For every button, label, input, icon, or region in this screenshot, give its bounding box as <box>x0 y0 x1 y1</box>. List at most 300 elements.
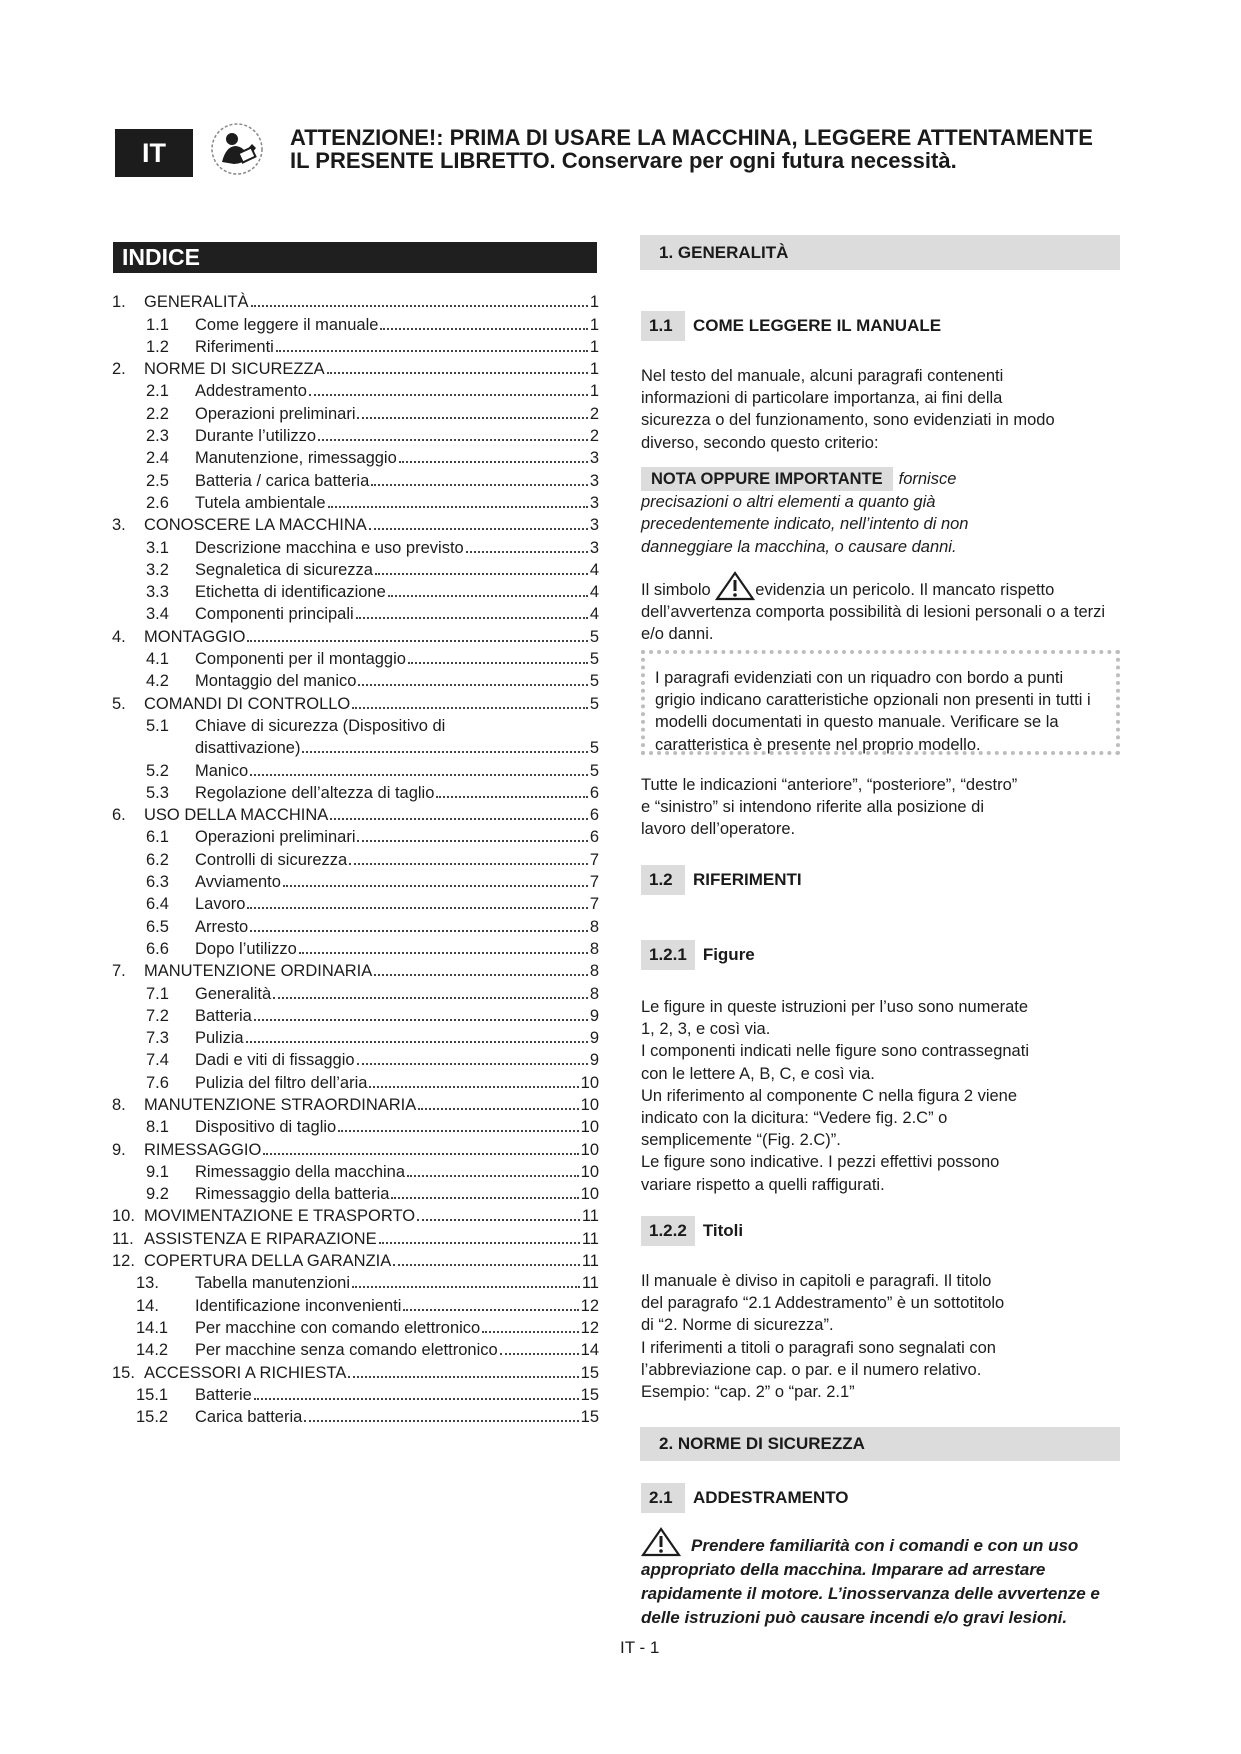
toc-entry-page: 14 <box>580 1341 599 1360</box>
toc-entry-number: 1.1 <box>146 315 169 334</box>
toc-entry-number: 5.1 <box>146 716 169 735</box>
toc-entry[interactable] <box>112 290 599 312</box>
nota-label: NOTA OPPURE IMPORTANTE <box>641 467 893 491</box>
toc-entry[interactable] <box>112 781 599 803</box>
toc-leader-dots <box>349 863 588 865</box>
toc-entry[interactable] <box>112 513 599 535</box>
toc-entry-number: 4. <box>112 627 126 646</box>
toc-leader-dots <box>246 1041 588 1043</box>
toc-entry-page: 12 <box>580 1318 599 1337</box>
toc-entry-number: 7.2 <box>146 1006 169 1025</box>
toc-entry[interactable] <box>112 401 599 423</box>
toc-entry-label: MANUTENZIONE STRAORDINARIA <box>144 1095 417 1114</box>
toc-entry-number: 14. <box>136 1296 159 1315</box>
toc-entry[interactable] <box>112 1160 599 1182</box>
directions-text: Tutte le indicazioni “anteriore”, “posteriore”, “destro” e “sinistro” si intendono riferite alla posizione di lavoro dell’operatore. <box>641 776 1018 839</box>
toc-entry-label: Componenti principali <box>195 605 354 624</box>
toc-entry-page: 8 <box>589 939 599 958</box>
toc-entry-number: 7. <box>112 962 126 981</box>
toc-entry-number: 7.3 <box>146 1029 169 1048</box>
figure-text-c: Un riferimento al componente C nella figura 2 viene indicato con la dicitura: “Vedere fig. 2.C” o semplicemente “(Fig. 2.C)”. <box>641 1086 1018 1150</box>
toc-entry-number: 9. <box>112 1140 126 1159</box>
toc-entry[interactable] <box>112 1093 599 1115</box>
toc-leader-dots <box>369 1086 578 1088</box>
figure-text-b: I componenti indicati nelle figure sono contrassegnati con le lettere A, B, C, e così via. <box>641 1042 1029 1083</box>
toc-entry-page: 3 <box>589 538 599 557</box>
toc-entry-number: 7.6 <box>146 1073 169 1092</box>
toc-entry-label: COMANDI DI CONTROLLO <box>144 694 351 713</box>
toc-entry-page: 3 <box>589 493 599 512</box>
toc-entry-label: disattivazione) <box>195 739 301 758</box>
toc-entry-page: 6 <box>589 828 599 847</box>
toc-entry[interactable] <box>112 1405 599 1427</box>
toc-entry-page: 2 <box>589 404 599 423</box>
toc-leader-dots <box>357 1063 588 1065</box>
toc-entry-number: 14.2 <box>136 1341 169 1360</box>
toc-entry-label: Per macchine senza comando elettronico <box>195 1341 498 1360</box>
toc-entry-page: 5 <box>589 761 599 780</box>
toc-entry-number: 8.1 <box>146 1118 169 1137</box>
section-2-1-header <box>641 1483 849 1513</box>
section-1-1-title: COME LEGGERE IL MANUALE <box>693 316 942 335</box>
toc-entry[interactable] <box>112 468 599 490</box>
toc-entry[interactable] <box>112 1026 599 1048</box>
toc-entry[interactable] <box>112 691 599 713</box>
section-2-1-title: ADDESTRAMENTO <box>693 1488 849 1507</box>
toc-leader-dots <box>375 573 588 575</box>
toc-entry-number: 6.1 <box>146 828 169 847</box>
toc-entry-page: 10 <box>580 1118 599 1137</box>
figure-paragraph <box>641 996 1041 1196</box>
toc-entry[interactable] <box>112 1338 599 1360</box>
toc-entry-number: 3.4 <box>146 605 169 624</box>
toc-entry[interactable] <box>112 1293 599 1315</box>
toc-entry[interactable] <box>112 602 599 624</box>
toc-entry-page: 4 <box>589 583 599 602</box>
toc-entry-label: Tutela ambientale <box>195 493 326 512</box>
toc-entry-page: 8 <box>589 962 599 981</box>
toc-entry-page: 5 <box>589 739 599 758</box>
toc-leader-dots <box>418 1108 578 1110</box>
section-2-header: 2. NORME DI SICUREZZA <box>640 1427 1120 1461</box>
toc-entry[interactable] <box>112 1004 599 1026</box>
toc-entry[interactable] <box>112 803 599 825</box>
toc-entry-number: 2.4 <box>146 449 169 468</box>
toc-entry-page: 7 <box>589 895 599 914</box>
toc-entry[interactable] <box>112 1115 599 1137</box>
toc-leader-dots <box>254 1019 588 1021</box>
toc-entry[interactable] <box>112 647 599 669</box>
manual-intro-text: Nel testo del manuale, alcuni paragrafi contenenti informazioni di particolare importanza, ai fini della sicurezza o del funzionamento, sono evidenziati in modo diverso, secondo questo criterio: <box>641 367 1055 452</box>
toc-entry-page: 9 <box>589 1029 599 1048</box>
toc-leader-dots <box>348 1376 578 1378</box>
toc-entry-label: GENERALITÀ <box>144 293 249 312</box>
toc-leader-dots <box>283 885 588 887</box>
toc-leader-dots <box>357 417 587 419</box>
toc-entry-page: 1 <box>589 382 599 401</box>
toc-entry-page: 9 <box>589 1006 599 1025</box>
toc-entry-page: 5 <box>589 672 599 691</box>
toc-entry-number: 3.3 <box>146 583 169 602</box>
toc-entry-page: 8 <box>589 984 599 1003</box>
toc-entry[interactable] <box>112 914 599 936</box>
page-number: IT - 1 <box>620 1638 660 1657</box>
section-1-header: 1. GENERALITÀ <box>640 235 1120 270</box>
toc-entry-page: 5 <box>589 694 599 713</box>
toc-entry-page: 15 <box>580 1408 599 1427</box>
toc-entry-number: 1.2 <box>146 337 169 356</box>
toc-entry[interactable] <box>112 959 599 981</box>
section-1-1-number: 1.1 <box>641 311 685 341</box>
toc-entry-page: 11 <box>581 1229 599 1248</box>
titoli-paragraph <box>641 1270 1016 1403</box>
toc-entry-label: COPERTURA DELLA GARANZIA <box>144 1252 392 1271</box>
toc-entry-label: Dadi e viti di fissaggio <box>195 1051 355 1070</box>
toc-entry-label: Etichetta di identificazione <box>195 583 386 602</box>
toc-leader-dots <box>302 751 587 753</box>
hazard-symbol-paragraph <box>641 571 1111 646</box>
toc-leader-dots <box>369 528 588 530</box>
toc-entry-label: ASSISTENZA E RIPARAZIONE <box>144 1229 377 1248</box>
toc-entry-page: 12 <box>580 1296 599 1315</box>
toc-entry-label: Segnaletica di sicurezza <box>195 560 373 579</box>
language-badge: IT <box>115 129 193 177</box>
index-title: INDICE <box>113 242 597 273</box>
toc-entry[interactable] <box>112 1360 599 1382</box>
toc-entry-label: Manutenzione, rimessaggio <box>195 449 397 468</box>
toc-entry-number: 2.3 <box>146 427 169 446</box>
toc-entry[interactable] <box>112 558 599 580</box>
toc-entry-page: 3 <box>589 516 599 535</box>
toc-entry-label: Operazioni preliminari <box>195 828 356 847</box>
toc-leader-dots <box>352 707 588 709</box>
warning-line-2: IL PRESENTE LIBRETTO. Conservare per ogni futura necessità. <box>290 148 957 173</box>
titoli-text-b: I riferimenti a titoli o paragrafi sono segnalati con l’abbreviazione cap. o par. e il numero relativo. Esempio: “cap. 2” o “par. 2.1” <box>641 1338 996 1402</box>
toc-entry-label: MOVIMENTAZIONE E TRASPORTO <box>144 1207 416 1226</box>
toc-entry-label: MONTAGGIO <box>144 627 246 646</box>
toc-entry-number: 2.5 <box>146 471 169 490</box>
toc-entry-label: Batterie <box>195 1385 252 1404</box>
toc-entry-page: 1 <box>589 360 599 379</box>
toc-entry[interactable] <box>112 1316 599 1338</box>
toc-leader-dots <box>356 617 588 619</box>
toc-entry-page: 7 <box>589 873 599 892</box>
toc-entry-page: 3 <box>589 471 599 490</box>
toc-entry-label: Dopo l’utilizzo <box>195 939 297 958</box>
toc-entry[interactable] <box>112 1226 599 1248</box>
figure-text-d: Le figure sono indicative. I pezzi effettivi possono variare rispetto a quelli raffigurati. <box>641 1153 1000 1194</box>
toc-entry[interactable] <box>112 379 599 401</box>
toc-entry-label: CONOSCERE LA MACCHINA <box>144 516 367 535</box>
toc-entry-number: 6. <box>112 806 126 825</box>
toc-leader-dots <box>352 1286 580 1288</box>
toc-entry-label: Per macchine con comando elettronico <box>195 1318 481 1337</box>
toc-entry-label: Pulizia <box>195 1029 244 1048</box>
toc-entry[interactable] <box>112 870 599 892</box>
toc-entry[interactable] <box>112 580 599 602</box>
toc-entry-label: Come leggere il manuale <box>195 315 379 334</box>
toc-entry[interactable] <box>112 825 599 847</box>
section-1-2-1-title: Figure <box>702 945 755 964</box>
toc-entry[interactable] <box>112 1182 599 1204</box>
toc-entry[interactable] <box>112 937 599 959</box>
toc-entry-number: 6.4 <box>146 895 169 914</box>
toc-entry[interactable] <box>112 714 599 736</box>
toc-leader-dots <box>403 1309 578 1311</box>
toc-entry-number: 12. <box>112 1252 135 1271</box>
toc-entry-label: Rimessaggio della batteria <box>195 1185 390 1204</box>
section-2-1-number: 2.1 <box>641 1483 685 1513</box>
warning-heading <box>290 126 1150 172</box>
toc-leader-dots <box>371 484 588 486</box>
toc-leader-dots <box>399 461 588 463</box>
toc-entry-page: 5 <box>589 627 599 646</box>
toc-entry-number: 11. <box>112 1229 134 1248</box>
toc-leader-dots <box>388 595 588 597</box>
toc-leader-dots <box>304 1420 578 1422</box>
toc-leader-dots <box>328 506 588 508</box>
toc-entry-number: 1. <box>112 293 126 312</box>
toc-entry-label: Manico <box>195 761 249 780</box>
toc-entry-number: 5.2 <box>146 761 169 780</box>
toc-entry-page: 1 <box>589 337 599 356</box>
toc-entry-number: 2.6 <box>146 493 169 512</box>
read-manual-icon <box>210 122 264 176</box>
toc-leader-dots <box>338 1130 578 1132</box>
toc-leader-dots <box>358 684 587 686</box>
manual-intro-paragraph <box>641 365 1061 454</box>
directions-paragraph <box>641 774 1021 841</box>
toc-entry-number: 6.2 <box>146 850 169 869</box>
toc-entry-number: 7.1 <box>146 984 169 1003</box>
toc-entry-label: NORME DI SICUREZZA <box>144 360 325 379</box>
toc-entry[interactable] <box>112 1383 599 1405</box>
toc-entry[interactable] <box>112 981 599 1003</box>
toc-entry[interactable] <box>112 335 599 357</box>
toc-entry-label: Durante l’utilizzo <box>195 427 317 446</box>
toc-entry-number: 15.2 <box>136 1408 169 1427</box>
toc-leader-dots <box>466 551 588 553</box>
toc-entry-number: 2.2 <box>146 404 169 423</box>
toc-entry-label: Tabella manutenzioni <box>195 1274 351 1293</box>
toc-entry[interactable] <box>112 758 599 780</box>
toc-entry-page: 1 <box>589 315 599 334</box>
toc-entry-number: 6.6 <box>146 939 169 958</box>
toc-entry-label: Avviamento <box>195 873 281 892</box>
toc-leader-dots <box>380 328 587 330</box>
section-1-2-1-header <box>641 940 755 970</box>
toc-entry[interactable] <box>112 1048 599 1070</box>
toc-entry-number: 13. <box>136 1274 159 1293</box>
section-1-2-2-title: Titoli <box>702 1221 744 1240</box>
toc-leader-dots <box>482 1331 578 1333</box>
toc-entry-number: 6.5 <box>146 917 169 936</box>
toc-entry-label: Pulizia del filtro dell’aria <box>195 1073 368 1092</box>
toc-entry-label: Arresto <box>195 917 249 936</box>
table-of-contents <box>112 290 599 1427</box>
toc-leader-dots <box>391 1197 578 1199</box>
toc-entry-label: Dispositivo di taglio <box>195 1118 337 1137</box>
toc-entry-label: Generalità <box>195 984 272 1003</box>
toc-entry-page: 9 <box>589 1051 599 1070</box>
toc-entry-label: Batteria / carica batteria <box>195 471 370 490</box>
toc-entry-label: Componenti per il montaggio <box>195 650 406 669</box>
toc-entry[interactable] <box>112 1070 599 1092</box>
toc-entry-label: Operazioni preliminari <box>195 404 356 423</box>
hazard-triangle-icon <box>715 571 755 601</box>
toc-entry-label: Descrizione macchina e uso previsto <box>195 538 464 557</box>
toc-entry-page: 10 <box>580 1140 599 1159</box>
toc-entry-label: Rimessaggio della macchina <box>195 1162 406 1181</box>
symbol-text-after: evidenzia un pericolo. Il mancato rispetto dell’avvertenza comporta possibilità di lesioni personali o a terzi e/o danni. <box>641 581 1106 644</box>
toc-entry-number: 7.4 <box>146 1051 169 1070</box>
toc-leader-dots <box>263 1153 578 1155</box>
toc-entry[interactable] <box>112 357 599 379</box>
toc-entry-page: 8 <box>589 917 599 936</box>
toc-entry-label: Lavoro <box>195 895 246 914</box>
toc-entry[interactable] <box>112 736 599 758</box>
toc-entry-label: Regolazione dell’altezza di taglio <box>195 783 435 802</box>
optional-feature-text: I paragrafi evidenziati con un riquadro con bordo a punti grigio indicano caratteristiche opzionali non presenti in tutti i modelli documentati in questo manuale. Verificare se la caratteristica è presente nel proprio modello. <box>655 669 1091 754</box>
toc-entry-label: ACCESSORI A RICHIESTA <box>144 1363 347 1382</box>
toc-entry-page: 6 <box>589 783 599 802</box>
toc-leader-dots <box>247 640 587 642</box>
toc-entry-page: 2 <box>589 427 599 446</box>
toc-entry-number: 10. <box>112 1207 135 1226</box>
toc-entry-number: 8. <box>112 1095 126 1114</box>
toc-entry-number: 5.3 <box>146 783 169 802</box>
toc-leader-dots <box>299 952 588 954</box>
section-1-1-header <box>641 311 941 341</box>
toc-leader-dots <box>250 930 588 932</box>
toc-entry[interactable] <box>112 1249 599 1271</box>
symbol-text-before: Il simbolo <box>641 581 711 599</box>
titoli-text-a: Il manuale è diviso in capitoli e paragrafi. Il titolo del paragrafo “2.1 Addestramento” è un sottotitolo di “2. Norme di sicurezza”. <box>641 1272 1005 1335</box>
toc-entry-number: 3. <box>112 516 126 535</box>
toc-entry-number: 5. <box>112 694 126 713</box>
toc-entry-number: 3.1 <box>146 538 169 557</box>
toc-entry[interactable] <box>112 312 599 334</box>
toc-entry-label: Riferimenti <box>195 337 274 356</box>
toc-entry[interactable] <box>112 847 599 869</box>
toc-leader-dots <box>408 662 588 664</box>
warning-triangle-icon <box>641 1527 681 1557</box>
optional-feature-frame <box>641 650 1120 755</box>
toc-leader-dots <box>417 1219 580 1221</box>
toc-entry-page: 5 <box>589 650 599 669</box>
toc-leader-dots <box>327 372 588 374</box>
toc-entry-label: RIMESSAGGIO <box>144 1140 262 1159</box>
toc-entry-page: 7 <box>589 850 599 869</box>
toc-entry-number: 6.3 <box>146 873 169 892</box>
toc-entry-page: 4 <box>589 560 599 579</box>
toc-leader-dots <box>318 439 588 441</box>
toc-entry[interactable] <box>112 1271 599 1293</box>
toc-entry-label: Addestramento <box>195 382 307 401</box>
section-1-2-1-number: 1.2.1 <box>641 940 695 970</box>
toc-entry[interactable] <box>112 624 599 646</box>
toc-leader-dots <box>309 394 588 396</box>
section-1-2-2-number: 1.2.2 <box>641 1216 695 1246</box>
toc-leader-dots <box>393 1264 580 1266</box>
toc-entry-number: 4.2 <box>146 672 169 691</box>
toc-entry-number: 4.1 <box>146 650 169 669</box>
toc-entry[interactable] <box>112 535 599 557</box>
toc-leader-dots <box>407 1175 579 1177</box>
toc-entry-page: 10 <box>580 1162 599 1181</box>
toc-entry[interactable] <box>112 669 599 691</box>
toc-leader-dots <box>379 1242 580 1244</box>
toc-entry-page: 15 <box>580 1363 599 1382</box>
toc-leader-dots <box>357 840 587 842</box>
toc-entry-label: Controlli di sicurezza <box>195 850 348 869</box>
toc-entry-page: 10 <box>580 1095 599 1114</box>
training-warning-paragraph <box>641 1527 1125 1630</box>
toc-leader-dots <box>273 997 588 999</box>
toc-leader-dots <box>330 818 588 820</box>
toc-entry-label: Montaggio del manico <box>195 672 357 691</box>
toc-entry-number: 9.2 <box>146 1185 169 1204</box>
toc-entry-label: Carica batteria <box>195 1408 303 1427</box>
toc-entry-label: USO DELLA MACCHINA <box>144 806 329 825</box>
toc-entry-label: MANUTENZIONE ORDINARIA <box>144 962 373 981</box>
toc-entry-number: 3.2 <box>146 560 169 579</box>
toc-entry[interactable] <box>112 1204 599 1226</box>
toc-entry-number: 2.1 <box>146 382 169 401</box>
toc-leader-dots <box>247 907 587 909</box>
toc-entry[interactable] <box>112 1137 599 1159</box>
section-1-2-number: 1.2 <box>641 865 685 895</box>
toc-entry-number: 15.1 <box>136 1385 169 1404</box>
toc-entry-number: 15. <box>112 1363 135 1382</box>
training-warning-text: Prendere familiarità con i comandi e con un uso appropriato della macchina. Imparare ad arrestare rapidamente il motore. L’inosservanza delle avvertenze e delle istruzioni può causare incendi e/o gravi lesioni. <box>641 1536 1100 1627</box>
toc-entry-number: 14.1 <box>136 1318 169 1337</box>
toc-leader-dots <box>254 1398 579 1400</box>
toc-leader-dots <box>500 1353 579 1355</box>
toc-entry[interactable] <box>112 446 599 468</box>
toc-leader-dots <box>436 796 587 798</box>
toc-entry-number: 9.1 <box>146 1162 169 1181</box>
section-1-2-2-header <box>641 1216 743 1246</box>
toc-entry-page: 10 <box>580 1185 599 1204</box>
section-1-2-header <box>641 865 802 895</box>
toc-entry-page: 4 <box>589 605 599 624</box>
toc-entry-page: 3 <box>589 449 599 468</box>
toc-entry[interactable] <box>112 491 599 513</box>
toc-entry-page: 10 <box>580 1073 599 1092</box>
toc-entry[interactable] <box>112 424 599 446</box>
figure-text-a: Le figure in queste istruzioni per l’uso sono numerate 1, 2, 3, e così via. <box>641 998 1029 1039</box>
toc-leader-dots <box>251 305 588 307</box>
toc-entry-label: Batteria <box>195 1006 252 1025</box>
toc-leader-dots <box>276 350 588 352</box>
toc-entry-number: 2. <box>112 360 126 379</box>
toc-entry-page: 11 <box>581 1252 599 1271</box>
toc-entry-label: Identificazione inconvenienti <box>195 1296 402 1315</box>
toc-entry-page: 11 <box>581 1274 599 1293</box>
toc-entry-page: 11 <box>581 1207 599 1226</box>
toc-entry-label: Chiave di sicurezza (Dispositivo di <box>195 716 446 735</box>
nota-text: fornisce precisazioni o altri elementi a quanto già precedentemente indicato, nell’intento di non danneggiare la macchina, o causare danni. <box>641 470 969 556</box>
toc-leader-dots <box>250 774 588 776</box>
toc-entry-page: 1 <box>589 293 599 312</box>
toc-entry[interactable] <box>112 892 599 914</box>
warning-line-1: ATTENZIONE!: PRIMA DI USARE LA MACCHINA, LEGGERE ATTENTAMENTE <box>290 125 1093 150</box>
section-1-2-title: RIFERIMENTI <box>693 870 802 889</box>
toc-entry-page: 6 <box>589 806 599 825</box>
toc-leader-dots <box>374 974 588 976</box>
toc-entry-page: 15 <box>580 1385 599 1404</box>
